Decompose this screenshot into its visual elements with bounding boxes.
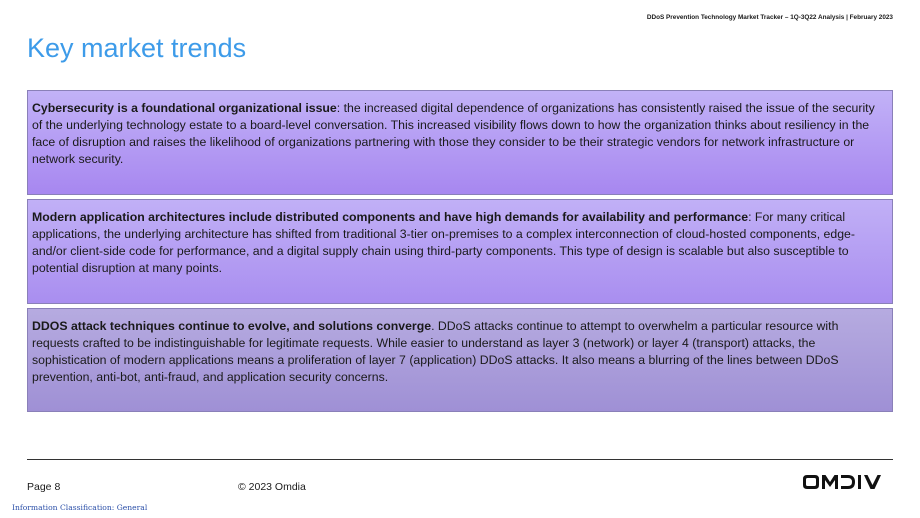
trend-box-architectures [27, 199, 893, 304]
trend-body: : For many critical applications, the underlying architecture has shifted from traditional 3-tier on-premises to a complex interconnection of cloud-hosted components, edge- and/or client-side code for performance, and a digital supply chain using third-party components. This type of design is scalable but also susceptible to potential disruption at many points. [32, 210, 855, 275]
report-header-meta: DDoS Prevention Technology Market Tracker – 1Q-3Q22 Analysis | February 2023 [646, 14, 893, 21]
trend-body: : the increased digital dependence of organizations has consistently raised the issue of the security of the underlying technology estate to a board-level conversation. This increased visibility flows down to how the organization thinks about resiliency in the face of disruption and raises the likelihood of organizations partnering with those they consider to be their strategic vendors for network infrastructure or network security. [32, 101, 875, 166]
footer-divider [27, 459, 893, 460]
trend-box-ddos-techniques [27, 308, 893, 412]
omdia-logo [803, 472, 893, 494]
copyright-notice: © 2023 Omdia [238, 481, 306, 493]
trend-body: . DDoS attacks continue to attempt to overwhelm a particular resource with requests crafted to be indistinguishable for legitimate requests. While easier to understand as layer 3 (network) or layer 4 (transport) attacks, the sophistication of modern applications means a proliferation of layer 7 (application) DDoS attacks. It also means a blurring of the lines between DDoS prevention, anti-bot, anti-fraud, and application security concerns. [32, 319, 839, 384]
trend-heading: Modern application architectures include distributed components and have high demands for availability and performance [32, 210, 749, 224]
information-classification: Information Classification: General [12, 503, 148, 512]
page-title: Key market trends [27, 33, 247, 63]
trend-box-cybersecurity [27, 90, 893, 195]
trend-heading: DDOS attack techniques continue to evolve, and solutions converge [32, 319, 432, 333]
trend-heading: Cybersecurity is a foundational organizational issue [32, 101, 337, 115]
page-number: Page 8 [27, 481, 61, 493]
